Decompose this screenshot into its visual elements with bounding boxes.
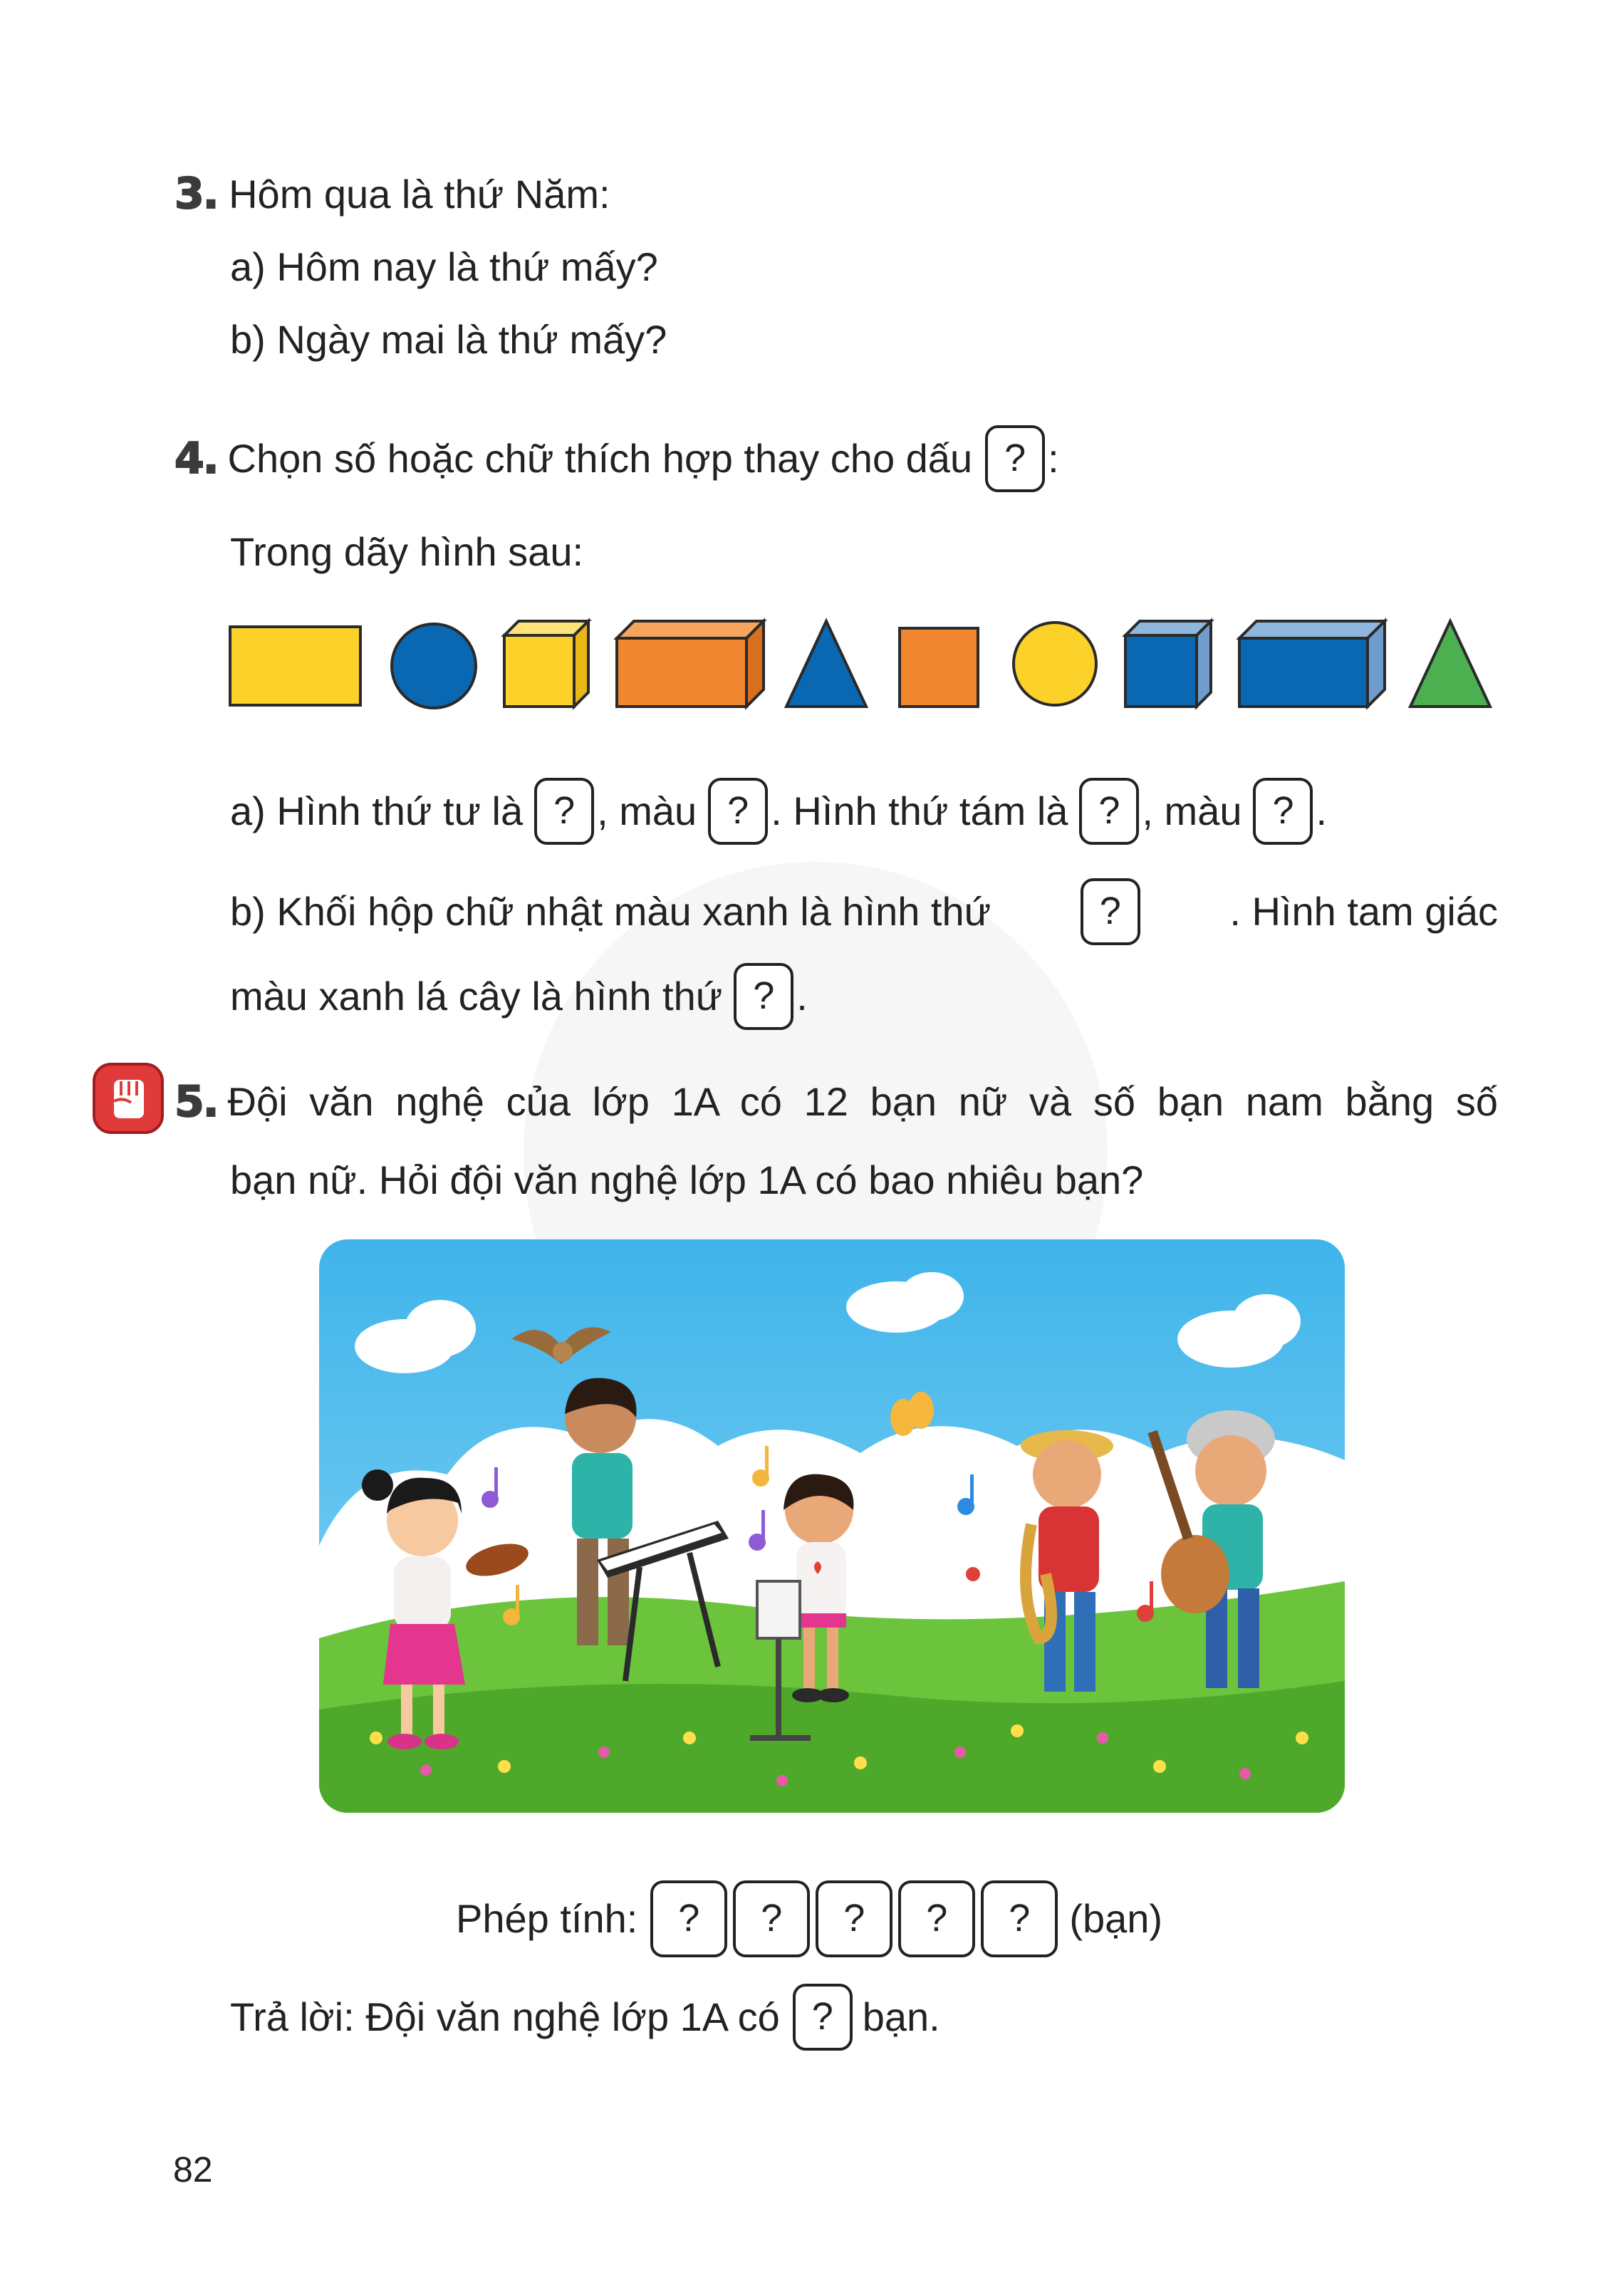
calc-box-5[interactable]: ? bbox=[981, 1880, 1058, 1957]
shape-10-green-triangle bbox=[1410, 621, 1490, 707]
calculation-row bbox=[456, 1880, 1162, 1957]
answer-row bbox=[230, 1984, 940, 2051]
text-fragment: . bbox=[1316, 788, 1328, 833]
answer-box[interactable]: ? bbox=[1079, 778, 1139, 845]
text-fragment: a) Hình thứ tư là bbox=[230, 788, 524, 833]
colon: : bbox=[1048, 436, 1059, 481]
shape-8-blue-cube bbox=[1125, 621, 1211, 707]
music-team-illustration bbox=[319, 1239, 1345, 1813]
question-number: 5. bbox=[175, 1077, 218, 1127]
shape-3-yellow-cube bbox=[504, 621, 588, 707]
answer-box[interactable]: ? bbox=[985, 425, 1045, 492]
shape-7-yellow-circle bbox=[1014, 623, 1096, 705]
question-5-line1 bbox=[175, 1077, 1498, 1127]
text-fragment: . Hình tam giác bbox=[1229, 889, 1498, 934]
answer-box[interactable]: ? bbox=[534, 778, 594, 845]
question-prompt: Chọn số hoặc chữ thích hợp thay cho dấu bbox=[227, 436, 973, 481]
answer-box[interactable]: ? bbox=[734, 963, 793, 1030]
calc-box-3[interactable]: ? bbox=[816, 1880, 892, 1957]
calc-unit: (bạn) bbox=[1069, 1896, 1163, 1941]
shape-9-blue-cuboid bbox=[1239, 621, 1385, 707]
answer-box[interactable]: ? bbox=[793, 1984, 853, 2051]
question-prompt: Đội văn nghệ của lớp 1A có 12 bạn nữ và số bạn nam bằng số bbox=[227, 1079, 1498, 1124]
text-fragment: b) Khối hộp chữ nhật màu xanh là hình thứ bbox=[230, 889, 991, 934]
shape-1-yellow-rectangle bbox=[230, 627, 360, 705]
question-prompt: Hôm qua là thứ Năm: bbox=[229, 172, 610, 217]
shape-6-orange-square bbox=[900, 628, 978, 707]
answer-text: Trả lời: Đội văn nghệ lớp 1A có bbox=[230, 1994, 780, 2039]
question-5-line2: bạn nữ. Hỏi đội văn nghệ lớp 1A có bao nhiêu bạn? bbox=[230, 1157, 1144, 1202]
question-number: 3. bbox=[175, 169, 218, 219]
calc-box-4[interactable]: ? bbox=[898, 1880, 975, 1957]
question-4-part-a bbox=[230, 778, 1327, 845]
shape-5-blue-triangle bbox=[786, 621, 866, 707]
shape-4-orange-cuboid bbox=[617, 621, 764, 707]
answer-unit: bạn. bbox=[862, 1994, 940, 2039]
answer-box[interactable]: ? bbox=[1253, 778, 1313, 845]
text-fragment: , màu bbox=[597, 788, 697, 833]
text-fragment: màu xanh lá cây là hình thứ bbox=[230, 974, 723, 1019]
question-4-header bbox=[175, 425, 1059, 492]
question-4-part-b-line2 bbox=[230, 963, 808, 1030]
answer-box[interactable]: ? bbox=[1081, 878, 1140, 945]
shape-sequence bbox=[227, 613, 1509, 719]
page-number: 82 bbox=[173, 2150, 213, 2190]
text-fragment: . bbox=[796, 974, 808, 1019]
question-3-part-a: a) Hôm nay là thứ mấy? bbox=[230, 244, 658, 289]
question-3-part-b: b) Ngày mai là thứ mấy? bbox=[230, 317, 667, 362]
answer-box[interactable]: ? bbox=[708, 778, 768, 845]
shape-2-blue-circle bbox=[392, 624, 476, 708]
text-fragment: , màu bbox=[1142, 788, 1242, 833]
sequence-label: Trong dãy hình sau: bbox=[230, 529, 584, 574]
raised-fist-icon bbox=[91, 1061, 165, 1135]
question-3-header bbox=[175, 169, 610, 219]
question-number: 4. bbox=[175, 434, 218, 484]
calc-box-1[interactable]: ? bbox=[650, 1880, 727, 1957]
question-4-part-b-line1 bbox=[230, 878, 1498, 945]
calc-box-2[interactable]: ? bbox=[733, 1880, 810, 1957]
calc-label: Phép tính: bbox=[456, 1896, 638, 1941]
text-fragment: . Hình thứ tám là bbox=[771, 788, 1068, 833]
